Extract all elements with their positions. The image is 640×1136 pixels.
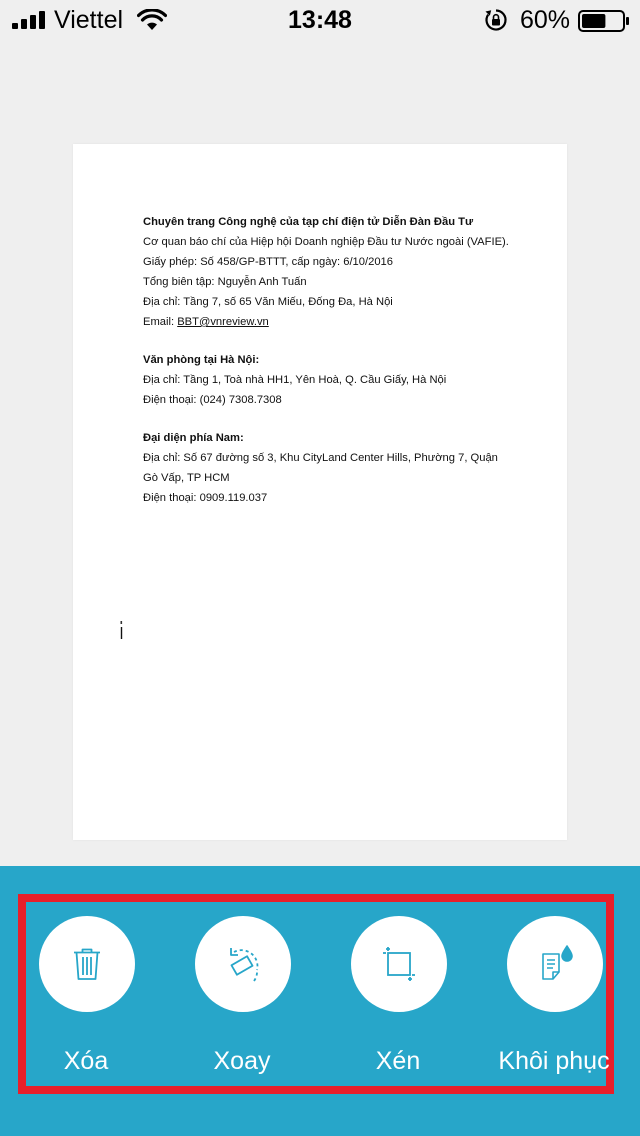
rotation-lock-icon: [484, 8, 508, 32]
restore-document-icon: [535, 944, 575, 984]
document-line: Cơ quan báo chí của Hiệp hội Doanh nghiệp Đầu tư Nước ngoài (VAFIE).: [143, 236, 509, 248]
document-text: [143, 212, 553, 508]
carrier-name: Viettel: [54, 6, 124, 34]
restore-button-circle[interactable]: [507, 916, 603, 1012]
document-line: Tổng biên tập: Nguyễn Anh Tuấn: [143, 276, 307, 288]
crop-button[interactable]: [320, 916, 476, 1086]
status-bar: [0, 0, 640, 40]
document-line: Địa chỉ: Tầng 7, số 65 Văn Miếu, Đống Đa, Hà Nội: [143, 296, 393, 308]
hanoi-office-phone: Điện thoại: (024) 7308.7308: [143, 394, 282, 406]
rotate-button[interactable]: [164, 916, 320, 1086]
email-label: Email:: [143, 316, 178, 328]
delete-button[interactable]: [8, 916, 164, 1086]
document-heading: Chuyên trang Công nghệ của tạp chí điện tử Diễn Đàn Đầu Tư: [143, 216, 474, 228]
document-line: Giấy phép: Số 458/GP-BTTT, cấp ngày: 6/10/2016: [143, 256, 394, 268]
restore-button[interactable]: [476, 916, 632, 1086]
document-email-line: [143, 312, 553, 332]
crop-label: Xén: [375, 1047, 421, 1075]
south-office-address: Gò Vấp, TP HCM: [143, 472, 230, 484]
document-preview: [73, 144, 567, 840]
status-time: 13:48: [288, 6, 352, 34]
rotate-icon: [223, 944, 263, 984]
battery-icon: [578, 10, 630, 32]
restore-label: Khôi phục: [498, 1047, 610, 1075]
rotate-label: Xoay: [213, 1047, 271, 1075]
hanoi-office-address: Địa chỉ: Tầng 1, Toà nhà HH1, Yên Hoà, Q. Cầu Giấy, Hà Nội: [143, 374, 447, 386]
scan-speck: [120, 621, 123, 639]
battery-percent: 60%: [520, 6, 571, 34]
south-office-phone: Điện thoại: 0909.119.037: [143, 492, 268, 504]
hanoi-office-heading: Văn phòng tại Hà Nội:: [143, 354, 260, 366]
south-office-heading: Đại diện phía Nam:: [143, 432, 244, 444]
delete-button-circle[interactable]: [39, 916, 135, 1012]
crop-icon: [379, 944, 419, 984]
rotate-button-circle[interactable]: [195, 916, 291, 1012]
delete-label: Xóa: [63, 1047, 109, 1075]
edit-toolbar: [0, 866, 640, 1136]
email-link: BBT@vnreview.vn: [177, 316, 269, 328]
trash-icon: [67, 944, 107, 984]
south-office-address: Địa chỉ: Số 67 đường số 3, Khu CityLand Center Hills, Phường 7, Quận: [143, 452, 498, 464]
crop-button-circle[interactable]: [351, 916, 447, 1012]
